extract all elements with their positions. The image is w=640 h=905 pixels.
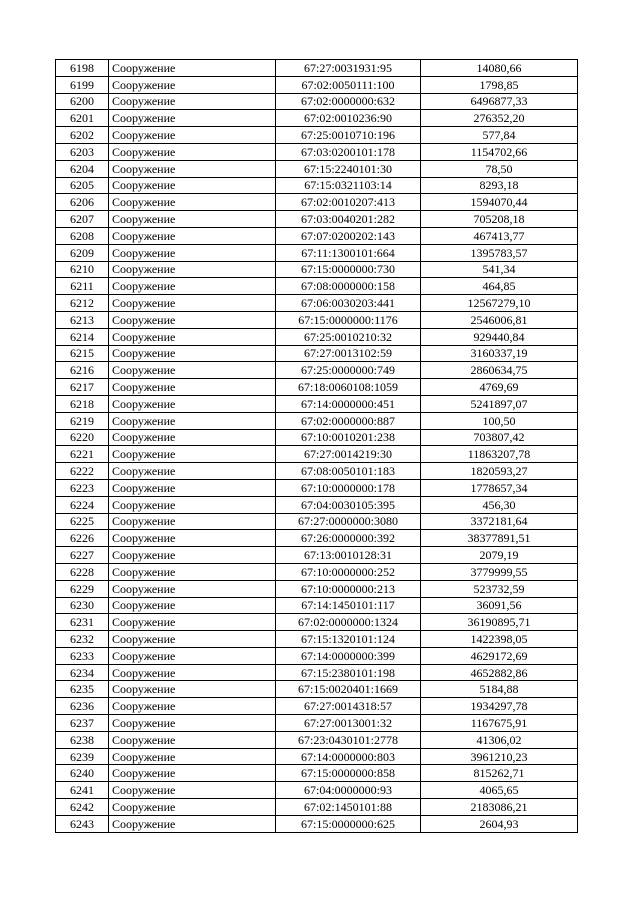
object-type-cell: Сооружение bbox=[109, 446, 276, 463]
cadastral-value-cell: 456,30 bbox=[421, 496, 578, 513]
table-row bbox=[56, 530, 578, 547]
cadastral-value-cell: 100,50 bbox=[421, 412, 578, 429]
row-number-cell: 6218 bbox=[56, 395, 109, 412]
row-number-cell: 6229 bbox=[56, 580, 109, 597]
cadastral-value-cell: 2183086,21 bbox=[421, 799, 578, 816]
table-row bbox=[56, 160, 578, 177]
table-row bbox=[56, 765, 578, 782]
cadastral-number-cell: 67:02:0000000:887 bbox=[276, 412, 421, 429]
object-type-cell: Сооружение bbox=[109, 93, 276, 110]
cadastral-value-cell: 577,84 bbox=[421, 127, 578, 144]
cadastral-number-cell: 67:13:0010128:31 bbox=[276, 547, 421, 564]
row-number-cell: 6207 bbox=[56, 211, 109, 228]
row-number-cell: 6215 bbox=[56, 345, 109, 362]
row-number-cell: 6225 bbox=[56, 513, 109, 530]
row-number-cell: 6203 bbox=[56, 143, 109, 160]
object-type-cell: Сооружение bbox=[109, 412, 276, 429]
row-number-cell: 6212 bbox=[56, 295, 109, 312]
table-row bbox=[56, 547, 578, 564]
cadastral-value-cell: 703807,42 bbox=[421, 429, 578, 446]
row-number-cell: 6231 bbox=[56, 614, 109, 631]
cadastral-number-cell: 67:15:2240101:30 bbox=[276, 160, 421, 177]
row-number-cell: 6206 bbox=[56, 194, 109, 211]
object-type-cell: Сооружение bbox=[109, 563, 276, 580]
object-type-cell: Сооружение bbox=[109, 547, 276, 564]
cadastral-value-cell: 78,50 bbox=[421, 160, 578, 177]
cadastral-value-cell: 464,85 bbox=[421, 278, 578, 295]
cadastral-value-cell: 1167675,91 bbox=[421, 715, 578, 732]
cadastral-number-cell: 67:15:0321103:14 bbox=[276, 177, 421, 194]
table-row bbox=[56, 664, 578, 681]
cadastral-value-cell: 276352,20 bbox=[421, 110, 578, 127]
table-row bbox=[56, 412, 578, 429]
cadastral-number-cell: 67:02:0010236:90 bbox=[276, 110, 421, 127]
table-row bbox=[56, 815, 578, 832]
registry-table bbox=[55, 59, 578, 833]
row-number-cell: 6236 bbox=[56, 698, 109, 715]
row-number-cell: 6204 bbox=[56, 160, 109, 177]
cadastral-value-cell: 2604,93 bbox=[421, 815, 578, 832]
cadastral-number-cell: 67:02:0000000:632 bbox=[276, 93, 421, 110]
row-number-cell: 6238 bbox=[56, 731, 109, 748]
table-row bbox=[56, 60, 578, 77]
object-type-cell: Сооружение bbox=[109, 815, 276, 832]
cadastral-number-cell: 67:04:0000000:93 bbox=[276, 782, 421, 799]
table-row bbox=[56, 194, 578, 211]
cadastral-value-cell: 3961210,23 bbox=[421, 748, 578, 765]
row-number-cell: 6201 bbox=[56, 110, 109, 127]
row-number-cell: 6235 bbox=[56, 681, 109, 698]
object-type-cell: Сооружение bbox=[109, 530, 276, 547]
table-row bbox=[56, 110, 578, 127]
object-type-cell: Сооружение bbox=[109, 681, 276, 698]
object-type-cell: Сооружение bbox=[109, 60, 276, 77]
row-number-cell: 6233 bbox=[56, 647, 109, 664]
row-number-cell: 6226 bbox=[56, 530, 109, 547]
cadastral-number-cell: 67:27:0013001:32 bbox=[276, 715, 421, 732]
table-row bbox=[56, 614, 578, 631]
row-number-cell: 6243 bbox=[56, 815, 109, 832]
row-number-cell: 6220 bbox=[56, 429, 109, 446]
object-type-cell: Сооружение bbox=[109, 496, 276, 513]
row-number-cell: 6222 bbox=[56, 463, 109, 480]
object-type-cell: Сооружение bbox=[109, 647, 276, 664]
cadastral-value-cell: 4065,65 bbox=[421, 782, 578, 799]
object-type-cell: Сооружение bbox=[109, 278, 276, 295]
row-number-cell: 6227 bbox=[56, 547, 109, 564]
cadastral-number-cell: 67:08:0000000:158 bbox=[276, 278, 421, 295]
table-row bbox=[56, 715, 578, 732]
cadastral-value-cell: 929440,84 bbox=[421, 328, 578, 345]
cadastral-number-cell: 67:14:0000000:803 bbox=[276, 748, 421, 765]
cadastral-value-cell: 1395783,57 bbox=[421, 244, 578, 261]
cadastral-value-cell: 2079,19 bbox=[421, 547, 578, 564]
cadastral-value-cell: 14080,66 bbox=[421, 60, 578, 77]
table-row bbox=[56, 496, 578, 513]
table-row bbox=[56, 177, 578, 194]
cadastral-number-cell: 67:15:0000000:858 bbox=[276, 765, 421, 782]
object-type-cell: Сооружение bbox=[109, 614, 276, 631]
cadastral-number-cell: 67:10:0000000:252 bbox=[276, 563, 421, 580]
object-type-cell: Сооружение bbox=[109, 362, 276, 379]
table-row bbox=[56, 395, 578, 412]
table-row bbox=[56, 379, 578, 396]
row-number-cell: 6223 bbox=[56, 479, 109, 496]
object-type-cell: Сооружение bbox=[109, 748, 276, 765]
registry-table-body bbox=[56, 60, 578, 833]
object-type-cell: Сооружение bbox=[109, 127, 276, 144]
object-type-cell: Сооружение bbox=[109, 580, 276, 597]
object-type-cell: Сооружение bbox=[109, 76, 276, 93]
table-row bbox=[56, 647, 578, 664]
table-row bbox=[56, 580, 578, 597]
cadastral-number-cell: 67:15:0000000:1176 bbox=[276, 311, 421, 328]
cadastral-number-cell: 67:27:0014318:57 bbox=[276, 698, 421, 715]
cadastral-value-cell: 523732,59 bbox=[421, 580, 578, 597]
table-row bbox=[56, 244, 578, 261]
cadastral-number-cell: 67:02:0000000:1324 bbox=[276, 614, 421, 631]
row-number-cell: 6228 bbox=[56, 563, 109, 580]
row-number-cell: 6219 bbox=[56, 412, 109, 429]
cadastral-value-cell: 1778657,34 bbox=[421, 479, 578, 496]
object-type-cell: Сооружение bbox=[109, 782, 276, 799]
table-row bbox=[56, 731, 578, 748]
table-row bbox=[56, 76, 578, 93]
cadastral-value-cell: 4652882,86 bbox=[421, 664, 578, 681]
table-row bbox=[56, 799, 578, 816]
cadastral-value-cell: 705208,18 bbox=[421, 211, 578, 228]
object-type-cell: Сооружение bbox=[109, 244, 276, 261]
cadastral-number-cell: 67:02:0050111:100 bbox=[276, 76, 421, 93]
cadastral-number-cell: 67:15:2380101:198 bbox=[276, 664, 421, 681]
table-row bbox=[56, 328, 578, 345]
table-row bbox=[56, 227, 578, 244]
cadastral-number-cell: 67:02:0010207:413 bbox=[276, 194, 421, 211]
row-number-cell: 6213 bbox=[56, 311, 109, 328]
row-number-cell: 6216 bbox=[56, 362, 109, 379]
object-type-cell: Сооружение bbox=[109, 311, 276, 328]
table-row bbox=[56, 698, 578, 715]
row-number-cell: 6208 bbox=[56, 227, 109, 244]
object-type-cell: Сооружение bbox=[109, 194, 276, 211]
table-row bbox=[56, 93, 578, 110]
row-number-cell: 6239 bbox=[56, 748, 109, 765]
cadastral-value-cell: 1422398,05 bbox=[421, 631, 578, 648]
cadastral-value-cell: 1594070,44 bbox=[421, 194, 578, 211]
object-type-cell: Сооружение bbox=[109, 227, 276, 244]
row-number-cell: 6199 bbox=[56, 76, 109, 93]
table-row bbox=[56, 479, 578, 496]
cadastral-value-cell: 38377891,51 bbox=[421, 530, 578, 547]
object-type-cell: Сооружение bbox=[109, 664, 276, 681]
table-row bbox=[56, 597, 578, 614]
object-type-cell: Сооружение bbox=[109, 177, 276, 194]
cadastral-number-cell: 67:10:0000000:213 bbox=[276, 580, 421, 597]
row-number-cell: 6200 bbox=[56, 93, 109, 110]
cadastral-number-cell: 67:15:0000000:625 bbox=[276, 815, 421, 832]
object-type-cell: Сооружение bbox=[109, 731, 276, 748]
cadastral-value-cell: 5241897,07 bbox=[421, 395, 578, 412]
cadastral-number-cell: 67:23:0430101:2778 bbox=[276, 731, 421, 748]
table-row bbox=[56, 446, 578, 463]
cadastral-value-cell: 1798,85 bbox=[421, 76, 578, 93]
object-type-cell: Сооружение bbox=[109, 597, 276, 614]
cadastral-number-cell: 67:27:0014219:30 bbox=[276, 446, 421, 463]
object-type-cell: Сооружение bbox=[109, 211, 276, 228]
table-row bbox=[56, 748, 578, 765]
object-type-cell: Сооружение bbox=[109, 479, 276, 496]
object-type-cell: Сооружение bbox=[109, 765, 276, 782]
table-row bbox=[56, 143, 578, 160]
cadastral-number-cell: 67:07:0200202:143 bbox=[276, 227, 421, 244]
object-type-cell: Сооружение bbox=[109, 395, 276, 412]
row-number-cell: 6242 bbox=[56, 799, 109, 816]
table-row bbox=[56, 261, 578, 278]
table-row bbox=[56, 278, 578, 295]
row-number-cell: 6240 bbox=[56, 765, 109, 782]
cadastral-number-cell: 67:11:1300101:664 bbox=[276, 244, 421, 261]
cadastral-value-cell: 1154702,66 bbox=[421, 143, 578, 160]
cadastral-value-cell: 541,34 bbox=[421, 261, 578, 278]
cadastral-number-cell: 67:14:0000000:399 bbox=[276, 647, 421, 664]
table-row bbox=[56, 631, 578, 648]
object-type-cell: Сооружение bbox=[109, 143, 276, 160]
cadastral-number-cell: 67:18:0060108:1059 bbox=[276, 379, 421, 396]
cadastral-value-cell: 2546006,81 bbox=[421, 311, 578, 328]
row-number-cell: 6209 bbox=[56, 244, 109, 261]
table-row bbox=[56, 782, 578, 799]
cadastral-number-cell: 67:25:0000000:749 bbox=[276, 362, 421, 379]
row-number-cell: 6234 bbox=[56, 664, 109, 681]
cadastral-number-cell: 67:06:0030203:441 bbox=[276, 295, 421, 312]
cadastral-number-cell: 67:27:0000000:3080 bbox=[276, 513, 421, 530]
object-type-cell: Сооружение bbox=[109, 345, 276, 362]
cadastral-number-cell: 67:03:0200101:178 bbox=[276, 143, 421, 160]
row-number-cell: 6214 bbox=[56, 328, 109, 345]
row-number-cell: 6221 bbox=[56, 446, 109, 463]
row-number-cell: 6241 bbox=[56, 782, 109, 799]
cadastral-number-cell: 67:04:0030105:395 bbox=[276, 496, 421, 513]
cadastral-value-cell: 2860634,75 bbox=[421, 362, 578, 379]
cadastral-value-cell: 467413,77 bbox=[421, 227, 578, 244]
cadastral-number-cell: 67:14:1450101:117 bbox=[276, 597, 421, 614]
cadastral-value-cell: 36091,56 bbox=[421, 597, 578, 614]
table-row bbox=[56, 563, 578, 580]
table-row bbox=[56, 345, 578, 362]
row-number-cell: 6198 bbox=[56, 60, 109, 77]
object-type-cell: Сооружение bbox=[109, 799, 276, 816]
row-number-cell: 6205 bbox=[56, 177, 109, 194]
cadastral-number-cell: 67:27:0031931:95 bbox=[276, 60, 421, 77]
cadastral-value-cell: 3160337,19 bbox=[421, 345, 578, 362]
row-number-cell: 6202 bbox=[56, 127, 109, 144]
cadastral-value-cell: 36190895,71 bbox=[421, 614, 578, 631]
object-type-cell: Сооружение bbox=[109, 513, 276, 530]
row-number-cell: 6224 bbox=[56, 496, 109, 513]
row-number-cell: 6217 bbox=[56, 379, 109, 396]
cadastral-value-cell: 1934297,78 bbox=[421, 698, 578, 715]
cadastral-value-cell: 4629172,69 bbox=[421, 647, 578, 664]
cadastral-number-cell: 67:15:1320101:124 bbox=[276, 631, 421, 648]
row-number-cell: 6210 bbox=[56, 261, 109, 278]
table-row bbox=[56, 127, 578, 144]
cadastral-number-cell: 67:15:0000000:730 bbox=[276, 261, 421, 278]
cadastral-number-cell: 67:02:1450101:88 bbox=[276, 799, 421, 816]
row-number-cell: 6211 bbox=[56, 278, 109, 295]
cadastral-value-cell: 3779999,55 bbox=[421, 563, 578, 580]
cadastral-number-cell: 67:25:0010210:32 bbox=[276, 328, 421, 345]
object-type-cell: Сооружение bbox=[109, 328, 276, 345]
cadastral-value-cell: 41306,02 bbox=[421, 731, 578, 748]
object-type-cell: Сооружение bbox=[109, 715, 276, 732]
object-type-cell: Сооружение bbox=[109, 160, 276, 177]
cadastral-value-cell: 11863207,78 bbox=[421, 446, 578, 463]
object-type-cell: Сооружение bbox=[109, 463, 276, 480]
table-row bbox=[56, 211, 578, 228]
table-row bbox=[56, 429, 578, 446]
cadastral-value-cell: 12567279,10 bbox=[421, 295, 578, 312]
table-row bbox=[56, 362, 578, 379]
cadastral-number-cell: 67:08:0050101:183 bbox=[276, 463, 421, 480]
row-number-cell: 6237 bbox=[56, 715, 109, 732]
object-type-cell: Сооружение bbox=[109, 295, 276, 312]
object-type-cell: Сооружение bbox=[109, 698, 276, 715]
table-row bbox=[56, 295, 578, 312]
object-type-cell: Сооружение bbox=[109, 379, 276, 396]
cadastral-number-cell: 67:15:0020401:1669 bbox=[276, 681, 421, 698]
cadastral-value-cell: 5184,88 bbox=[421, 681, 578, 698]
cadastral-number-cell: 67:14:0000000:451 bbox=[276, 395, 421, 412]
table-row bbox=[56, 463, 578, 480]
object-type-cell: Сооружение bbox=[109, 429, 276, 446]
cadastral-value-cell: 8293,18 bbox=[421, 177, 578, 194]
cadastral-number-cell: 67:03:0040201:282 bbox=[276, 211, 421, 228]
cadastral-value-cell: 1820593,27 bbox=[421, 463, 578, 480]
cadastral-value-cell: 815262,71 bbox=[421, 765, 578, 782]
cadastral-number-cell: 67:10:0010201:238 bbox=[276, 429, 421, 446]
cadastral-number-cell: 67:27:0013102:59 bbox=[276, 345, 421, 362]
cadastral-value-cell: 3372181,64 bbox=[421, 513, 578, 530]
object-type-cell: Сооружение bbox=[109, 261, 276, 278]
row-number-cell: 6232 bbox=[56, 631, 109, 648]
cadastral-number-cell: 67:25:0010710:196 bbox=[276, 127, 421, 144]
table-row bbox=[56, 311, 578, 328]
cadastral-number-cell: 67:26:0000000:392 bbox=[276, 530, 421, 547]
row-number-cell: 6230 bbox=[56, 597, 109, 614]
object-type-cell: Сооружение bbox=[109, 631, 276, 648]
cadastral-value-cell: 6496877,33 bbox=[421, 93, 578, 110]
table-row bbox=[56, 513, 578, 530]
cadastral-number-cell: 67:10:0000000:178 bbox=[276, 479, 421, 496]
object-type-cell: Сооружение bbox=[109, 110, 276, 127]
cadastral-value-cell: 4769,69 bbox=[421, 379, 578, 396]
table-row bbox=[56, 681, 578, 698]
